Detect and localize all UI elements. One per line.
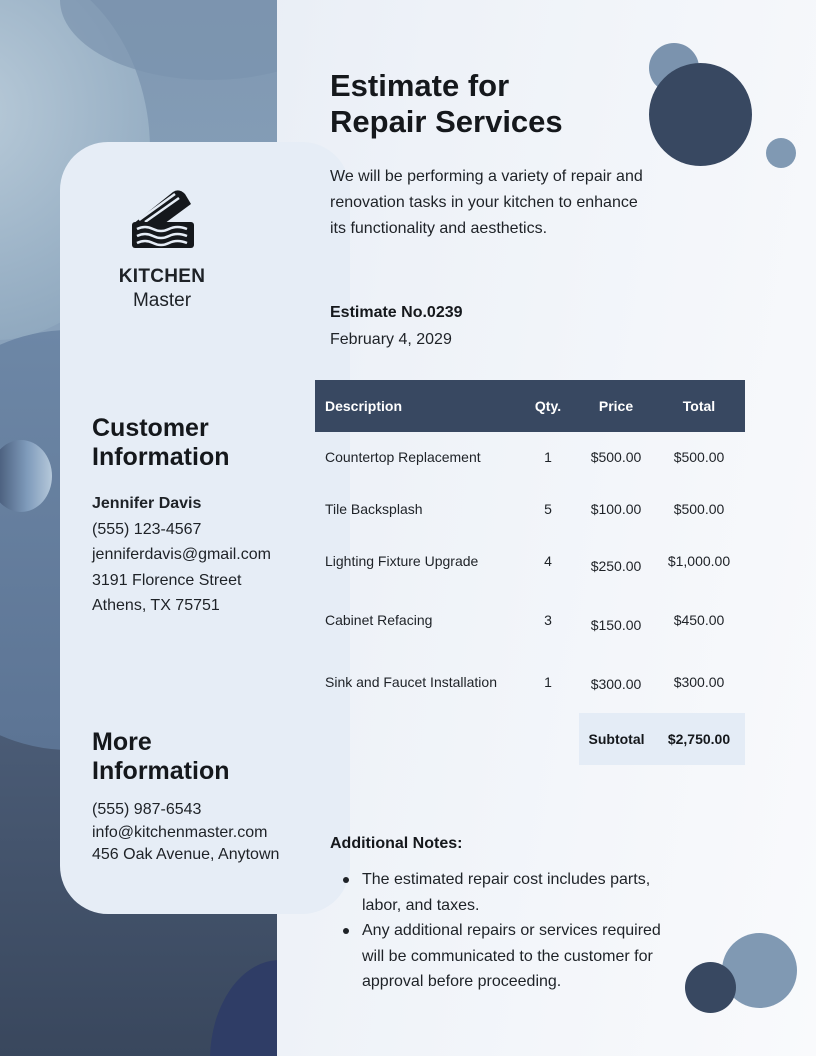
brand-tagline: Master xyxy=(132,290,192,311)
company-phone: (555) 987-6543 xyxy=(92,801,202,818)
header-description: Description xyxy=(325,398,403,414)
decorative-blob xyxy=(210,960,277,1056)
row-description: Countertop Replacement xyxy=(325,449,481,465)
row-total: $500.00 xyxy=(673,449,725,465)
header-price: Price xyxy=(598,398,634,414)
heading-line: Information xyxy=(92,443,230,471)
table-header xyxy=(315,380,745,432)
intro-paragraph: We will be performing a variety of repair and renovation tasks in your kitchen to enhance its functionality and aesthetics. xyxy=(330,168,643,237)
kitchen-logo-icon xyxy=(129,186,195,250)
row-qty: 4 xyxy=(544,553,552,569)
table-row xyxy=(315,501,745,521)
more-info-heading xyxy=(92,728,230,786)
header-qty: Qty. xyxy=(534,398,562,414)
row-total: $450.00 xyxy=(673,612,725,628)
company-email: info@kitchenmaster.com xyxy=(92,823,268,841)
row-price: $300.00 xyxy=(590,676,642,692)
customer-email: jenniferdavis@gmail.com xyxy=(92,546,271,563)
row-qty: 1 xyxy=(544,449,552,465)
row-description: Tile Backsplash xyxy=(325,501,423,517)
page-title xyxy=(330,68,630,140)
heading-line: Information xyxy=(92,757,230,785)
row-price: $500.00 xyxy=(590,449,642,465)
title-line: Repair Services xyxy=(330,104,563,139)
customer-details xyxy=(92,491,271,619)
row-description: Cabinet Refacing xyxy=(325,612,433,628)
decorative-circle xyxy=(766,138,796,168)
brand-name: KITCHEN xyxy=(118,266,206,287)
header-total: Total xyxy=(682,398,716,414)
row-total: $300.00 xyxy=(673,674,725,690)
more-info-details xyxy=(92,799,279,867)
brand-logo xyxy=(92,186,232,312)
row-total: $1,000.00 xyxy=(667,553,731,569)
subtotal-label: Subtotal xyxy=(588,731,645,747)
row-price: $250.00 xyxy=(590,558,642,574)
subtotal-row xyxy=(579,713,745,765)
subtotal-value: $2,750.00 xyxy=(667,731,731,747)
decorative-circle xyxy=(649,63,752,166)
list-item: The estimated repair cost includes parts, labor, and taxes. xyxy=(330,867,670,918)
notes-list xyxy=(330,867,670,995)
heading-line: More xyxy=(92,728,152,756)
row-description: Lighting Fixture Upgrade xyxy=(325,553,479,569)
row-total: $500.00 xyxy=(673,501,725,517)
customer-name: Jennifer Davis xyxy=(92,495,202,512)
row-qty: 5 xyxy=(544,501,552,517)
customer-city: Athens, TX 75751 xyxy=(92,597,220,614)
customer-street: 3191 Florence Street xyxy=(92,571,242,589)
estimate-table xyxy=(315,380,745,747)
estimate-date: February 4, 2029 xyxy=(330,331,452,348)
table-row xyxy=(315,553,745,573)
notes-title: Additional Notes: xyxy=(330,835,463,852)
row-qty: 1 xyxy=(544,674,552,690)
row-price: $100.00 xyxy=(590,501,642,517)
company-address: 456 Oak Avenue, Anytown xyxy=(92,846,280,863)
decorative-circle xyxy=(685,962,736,1013)
row-qty: 3 xyxy=(544,612,552,628)
table-row xyxy=(315,449,745,469)
table-row xyxy=(315,674,745,694)
list-item: Any additional repairs or services required will be communicated to the customer for approval before proceeding. xyxy=(330,918,670,995)
heading-line: Customer xyxy=(92,414,209,442)
row-price: $150.00 xyxy=(590,617,642,633)
row-description: Sink and Faucet Installation xyxy=(325,674,497,690)
customer-phone: (555) 123-4567 xyxy=(92,520,202,538)
title-line: Estimate for xyxy=(330,68,510,103)
customer-info-heading xyxy=(92,414,230,472)
table-row xyxy=(315,612,745,632)
estimate-number: Estimate No.0239 xyxy=(330,304,463,321)
